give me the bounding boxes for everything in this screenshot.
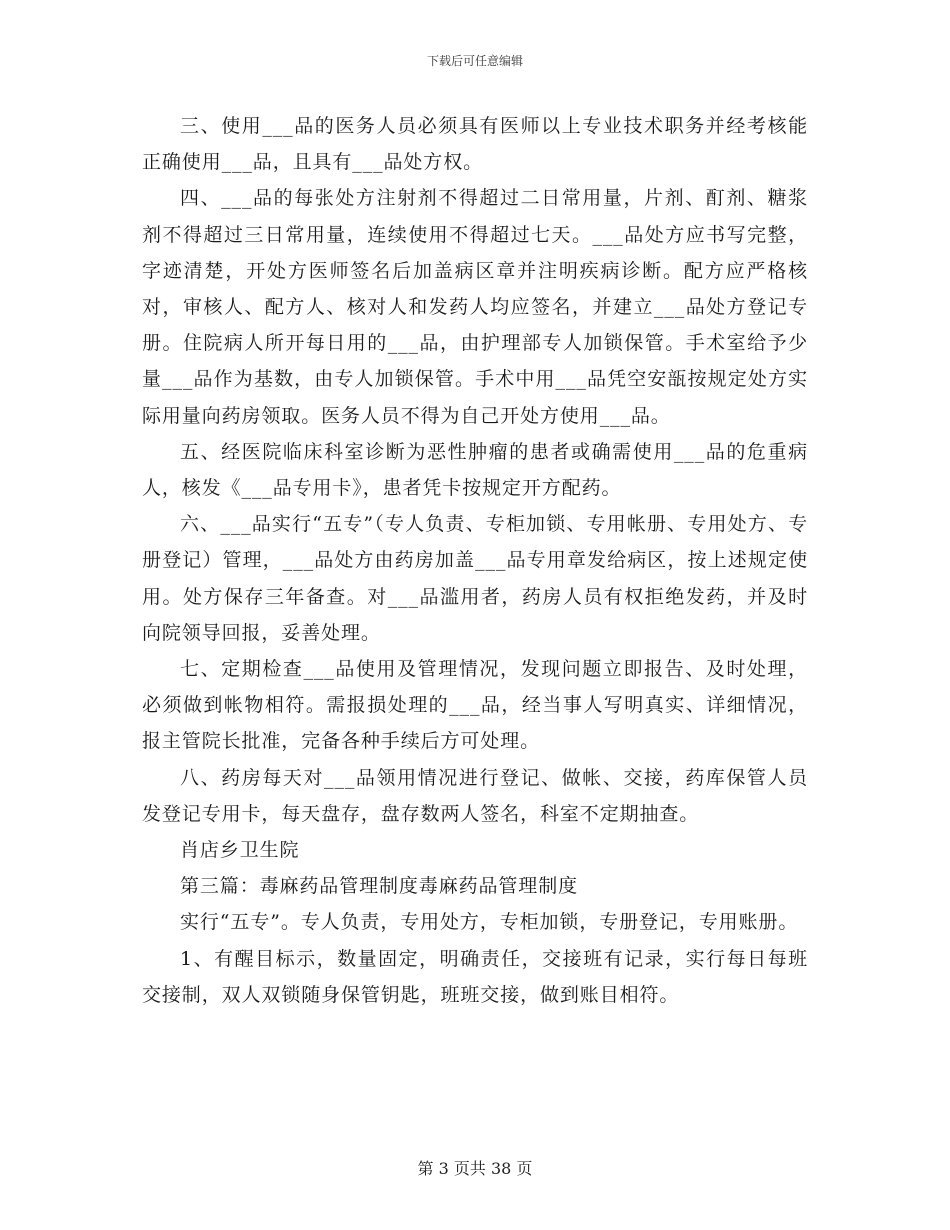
hospital-name: 肖店乡卫生院 — [180, 839, 300, 862]
paragraph-7: 七、定期检查___品使用及管理情况，发现问题立即报告、及时处理，必须做到帐物相符。需报损处理的___品，经当事人写明真实、详细情况，报主管院长批准，完备各种手续后方可处理。 — [142, 658, 808, 753]
paragraph-5: 五、经医院临床科室诊断为恶性肿瘤的患者或确需使用___品的危重病人，核发《___品专用卡》，患者凭卡按规定开方配药。 — [142, 440, 808, 500]
page-header: 下载后可任意编辑 — [426, 54, 523, 68]
paragraph-4: 四、___品的每张处方注射剂不得超过二日常用量，片剂、酊剂、糖浆剂不得超过三日常用量，连续使用不得超过七天。___品处方应书写完整，字迹清楚，开处方医师签名后加盖病区章并注明疾病诊断。配方应严格核对，审核人、配方人、核对人和发药人均应签名，并建立___品处方登记专册。住院病人所开每日用的___品，由护理部专人加锁保管。手术室给予少量___品作为基数，由专人加锁保管。手术中用___品凭空安瓿按规定处方实际用量向药房领取。医务人员不得为自己开处方使用___品。 — [142, 187, 808, 427]
paragraph-8: 八、药房每天对___品领用情况进行登记、做帐、交接，药库保管人员发登记专用卡，每天盘存，盘存数两人签名，科室不定期抽查。 — [142, 766, 808, 825]
paragraph-five-specialties: 实行“五专”。专人负责，专用处方，专柜加锁，专册登记，专用账册。 — [180, 911, 799, 934]
paragraph-6: 六、___品实行“五专”（专人负责、专柜加锁、专用帐册、专用处方、专册登记）管理，___品处方由药房加盖___品专用章发给病区，按上述规定使用。处方保存三年备查。对___品滥用者，药房人员有权拒绝发药，并及时向院领导回报，妥善处理。 — [142, 513, 808, 644]
page-footer: 第 3 页共 38 页 — [417, 1159, 533, 1178]
paragraph-item-1: 1、有醒目标示，数量固定，明确责任，交接班有记录，实行每日每班交接制，双人双锁随身保管钥匙，班班交接，做到账目相符。 — [142, 947, 808, 1006]
paragraph-3: 三、使用___品的医务人员必须具有医师以上专业技术职务并经考核能正确使用___品，且具有___品处方权。 — [142, 115, 808, 174]
document-body — [142, 108, 808, 1013]
section-title: 第三篇：毒麻药品管理制度毒麻药品管理制度 — [180, 875, 579, 898]
